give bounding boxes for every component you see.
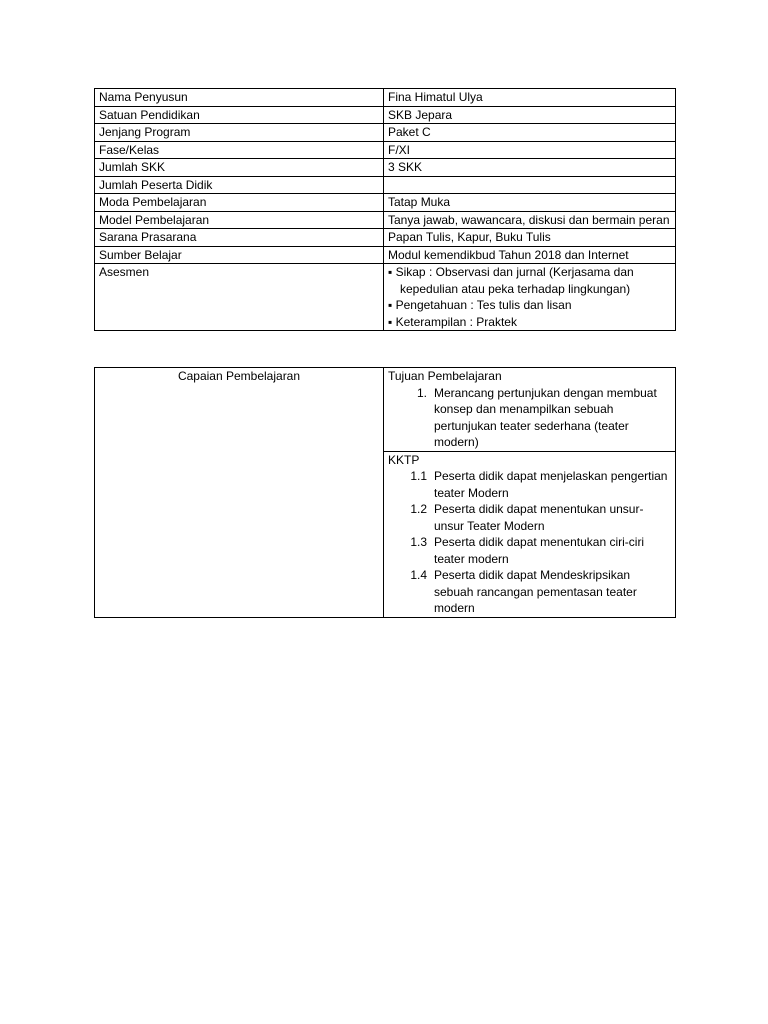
table-row-asesmen (95, 264, 676, 331)
row-label: Jenjang Program (95, 124, 384, 142)
row-value: Tanya jawab, wawancara, diskusi dan bermain peran (384, 211, 676, 229)
row-label: Jumlah Peserta Didik (95, 176, 384, 194)
row-value: Tatap Muka (384, 194, 676, 212)
kktp-cell (384, 451, 676, 617)
kktp-list (388, 468, 671, 617)
row-value: F/XI (384, 141, 676, 159)
table-row (95, 176, 676, 194)
item-text: Peserta didik dapat menjelaskan pengertian teater Modern (434, 469, 668, 500)
row-value: 3 SKK (384, 159, 676, 177)
asesmen-item: ▪ Keterampilan : Praktek (388, 314, 517, 329)
table-row (95, 229, 676, 247)
kktp-header: KKTP (388, 452, 420, 467)
row-value: Modul kemendikbud Tahun 2018 dan Internet (384, 246, 676, 264)
asesmen-item: ▪ Sikap : Observasi dan jurnal (Kerjasama dan kepedulian atau peka terhadap lingkungan) (388, 265, 634, 296)
tujuan-cell (384, 368, 676, 452)
row-label: Sarana Prasarana (95, 229, 384, 247)
table-row (95, 159, 676, 177)
item-number: 1.3 (410, 535, 427, 549)
row-label: Model Pembelajaran (95, 211, 384, 229)
item-number: 1.1 (410, 469, 427, 483)
table-row (95, 124, 676, 142)
table-row (95, 89, 676, 107)
item-text: Merancang pertunjukan dengan membuat konsep dan menampilkan sebuah pertunjukan teater sederhana (teater modern) (434, 385, 657, 449)
row-label: Jumlah SKK (95, 159, 384, 177)
row-label: Fase/Kelas (95, 141, 384, 159)
row-value: Paket C (384, 124, 676, 142)
row-label: Satuan Pendidikan (95, 106, 384, 124)
row-label: Nama Penyusun (95, 89, 384, 107)
table-row (95, 194, 676, 212)
row-value: Fina Himatul Ulya (384, 89, 676, 107)
identity-table (94, 88, 676, 331)
capaian-header: Capaian Pembelajaran (95, 368, 384, 618)
item-text: Peserta didik dapat Mendeskripsikan sebuah rancangan pementasan teater modern (434, 568, 637, 615)
row-label: Moda Pembelajaran (95, 194, 384, 212)
item-text: Peserta didik dapat menentukan unsur-unsur Teater Modern (434, 502, 644, 533)
item-number: 1.2 (410, 502, 427, 516)
tujuan-list (388, 385, 671, 451)
item-number: 1.4 (410, 568, 427, 582)
table-row (95, 141, 676, 159)
table-row (95, 246, 676, 264)
learning-outcomes-table (94, 367, 676, 618)
table-row (95, 211, 676, 229)
table-row (95, 106, 676, 124)
list-item (388, 501, 671, 534)
item-number: 1. (416, 385, 427, 400)
list-item (388, 385, 671, 451)
row-value: SKB Jepara (384, 106, 676, 124)
row-label: Asesmen (95, 264, 384, 331)
list-item (388, 468, 671, 501)
tujuan-header: Tujuan Pembelajaran (388, 369, 502, 383)
asesmen-list (384, 264, 676, 331)
item-text: Peserta didik dapat menentukan ciri-ciri teater modern (434, 535, 645, 566)
asesmen-item: ▪ Pengetahuan : Tes tulis dan lisan (388, 298, 572, 312)
row-label: Sumber Belajar (95, 246, 384, 264)
row-value (384, 176, 676, 194)
list-item (388, 534, 671, 567)
list-item (388, 567, 671, 617)
row-value: Papan Tulis, Kapur, Buku Tulis (384, 229, 676, 247)
table-row (95, 368, 676, 452)
